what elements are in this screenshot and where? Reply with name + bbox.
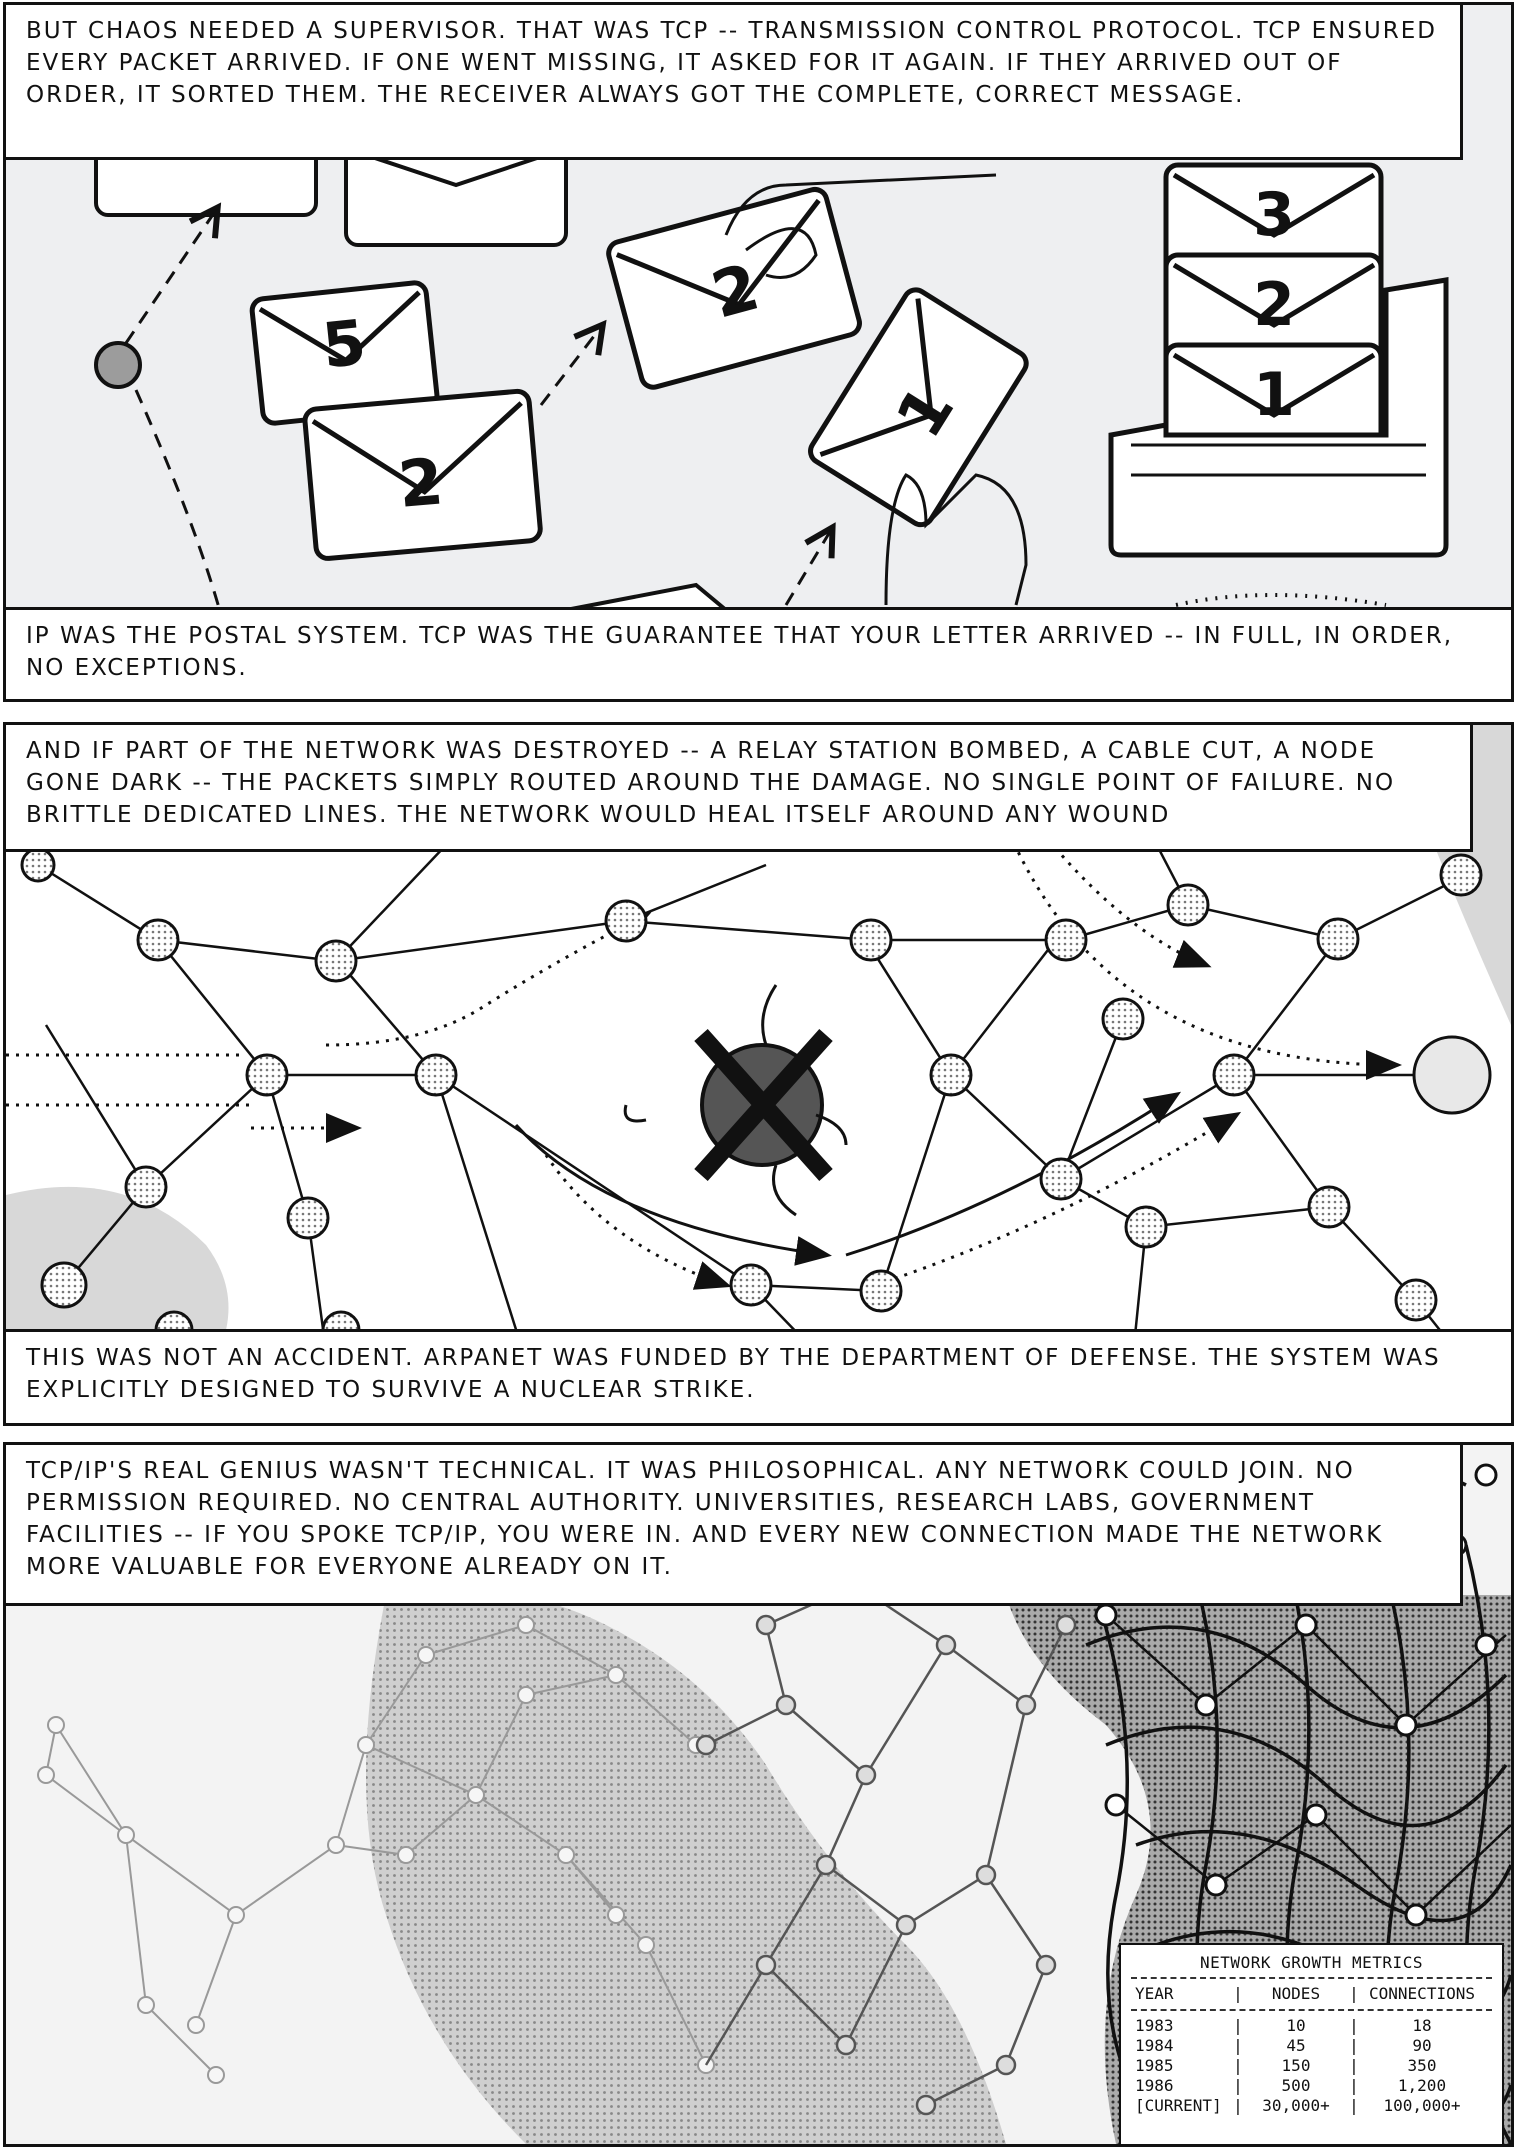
caption-arpanet-defense: THIS WAS NOT AN ACCIDENT. ARPANET WAS FUNDED BY THE DEPARTMENT OF DEFENSE. THE SYSTEM WAS EXPLICITLY DESIGNED TO SURVIVE A NUCLEAR STRIKE.: [3, 1329, 1514, 1426]
comic-panel-resilient-network: [3, 722, 1514, 1426]
metrics-header-year: YEAR: [1135, 1984, 1174, 2003]
metrics-divider: [1131, 1977, 1492, 1979]
metrics-body: [1135, 2016, 1482, 2116]
caption-tcp-supervisor: BUT CHAOS NEEDED A SUPERVISOR. THAT WAS TCP -- TRANSMISSION CONTROL PROTOCOL. TCP ENSURED EVERY PACKET ARRIVED. IF ONE WENT MISSING, IT ASKED FOR IT AGAIN. IF THEY ARRIVED OUT OF ORDER, IT SORTED THEM. THE RECEIVER ALWAYS GOT THE COMPLETE, CORRECT MESSAGE.: [3, 2, 1463, 160]
stacked-envelope-1: 1: [1253, 360, 1295, 430]
network-growth-metrics-table: [1119, 1943, 1504, 2147]
envelope-partial-center: [346, 145, 566, 245]
metrics-title: NETWORK GROWTH METRICS: [1200, 1953, 1423, 1972]
caption-tcpip-philosophy: TCP/IP'S REAL GENIUS WASN'T TECHNICAL. IT WAS PHILOSOPHICAL. ANY NETWORK COULD JOIN. NO PERMISSION REQUIRED. NO CENTRAL AUTHORITY. UNIVERSITIES, RESEARCH LABS, GOVERNMENT FACILITIES -- IF YOU SPOKE TCP/IP, YOU WERE IN. AND EVERY NEW CONNECTION MADE THE NETWORK MORE VALUABLE FOR EVERYONE ALREADY ON IT.: [3, 1442, 1463, 1606]
envelope-2-lower: [304, 390, 541, 559]
origin-node: [96, 343, 140, 387]
comic-panel-open-network: [3, 1442, 1514, 2147]
table-row: 1983 | 10 | 18: [1135, 2016, 1432, 2035]
metrics-header-row: YEAR | NODES | CONNECTIONS: [1135, 1984, 1482, 2004]
table-row: 1984 | 45 | 90: [1135, 2036, 1432, 2055]
envelope-1-held-number: 1: [882, 373, 970, 451]
metrics-header-connections: CONNECTIONS: [1369, 1984, 1475, 2003]
table-row: [CURRENT] | 30,000+ | 100,000+: [1135, 2096, 1461, 2115]
caption-route-around-damage: AND IF PART OF THE NETWORK WAS DESTROYED -- A RELAY STATION BOMBED, A CABLE CUT, A NODE GONE DARK -- THE PACKETS SIMPLY ROUTED AROUND THE DAMAGE. NO SINGLE POINT OF FAILURE. NO BRITTLE DEDICATED LINES. THE NETWORK WOULD HEAL ITSELF AROUND ANY WOUND: [3, 722, 1473, 852]
metrics-table: [1135, 1984, 1482, 2004]
envelope-2-held-number: 2: [704, 250, 767, 334]
metrics-header-nodes: NODES: [1271, 1984, 1321, 2003]
comic-panel-tcp-envelopes: [3, 2, 1514, 702]
caption-postal-system: IP WAS THE POSTAL SYSTEM. TCP WAS THE GUARANTEE THAT YOUR LETTER ARRIVED -- IN FULL, IN ORDER, NO EXCEPTIONS.: [3, 607, 1514, 702]
stacked-envelope-2: 2: [1253, 270, 1295, 340]
metrics-divider: [1131, 2009, 1492, 2011]
envelope-5-number: 5: [318, 305, 370, 383]
stacked-envelope-3: 3: [1253, 180, 1295, 250]
table-row: 1986 | 500 | 1,200: [1135, 2076, 1447, 2095]
envelope-2-lower-number: 2: [395, 445, 447, 523]
table-row: 1985 | 150 | 350: [1135, 2056, 1437, 2075]
